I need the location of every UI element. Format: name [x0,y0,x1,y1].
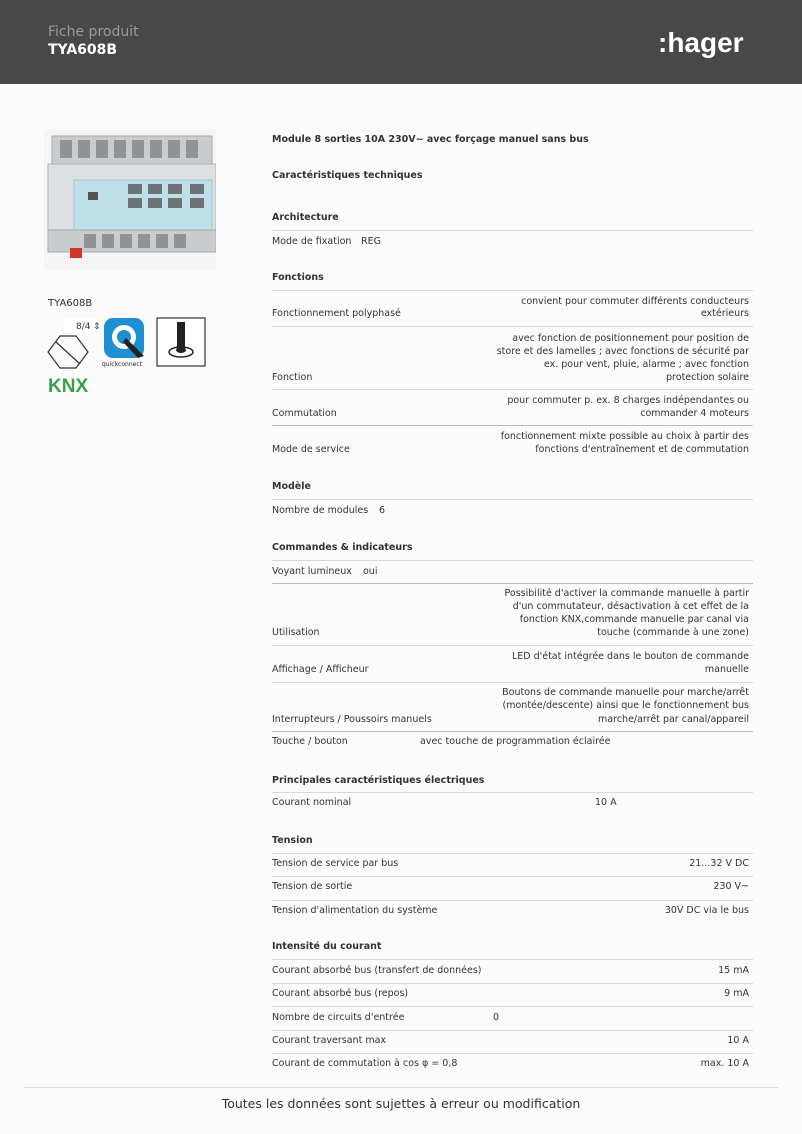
spec-value: extérieurs [700,308,749,319]
spec-label: Fonction [272,372,313,383]
spec-label: Courant traversant max [272,1035,387,1046]
spec-value: 230 V~ [713,881,749,892]
spec-value: fonction KNX,commande manuelle par canal via [519,614,749,625]
spec-value: 10 A [727,1035,749,1046]
section-heading-architecture: Architecture [272,212,339,223]
section-heading-commandes: Commandes & indicateurs [272,542,413,553]
spec-value: 15 mA [718,965,749,976]
spec-label: Touche / bouton [272,736,348,747]
spec-value: avec fonction de positionnement pour position de [512,333,749,344]
divider [272,792,753,793]
divider [272,560,753,561]
tech-heading: Caractéristiques techniques [272,170,423,181]
certification-icons [46,316,216,398]
spec-value: oui [363,566,378,577]
divider [272,1053,753,1054]
svg-text:KNX: KNX [48,376,89,397]
spec-value: 21...32 V DC [689,858,749,869]
divider [272,290,753,291]
hager-logo [658,28,758,60]
divider [272,326,753,327]
divider [272,682,753,683]
footer-disclaimer: Toutes les données sont sujettes à erreur ou modification [221,1096,581,1111]
section-heading-fonctions: Fonctions [272,272,324,283]
spec-label: Courant de commutation à cos φ = 0,8 [272,1058,458,1069]
spec-value: manuelle [704,664,749,675]
spec-value: max. 10 A [700,1058,749,1069]
section-heading-electriques: Principales caractéristiques électriques [272,775,485,786]
spec-value: convient pour commuter différents conducteurs [521,296,749,307]
spec-label: Fonctionnement polyphasé [272,308,401,319]
svg-text:⇕: ⇕ [93,322,101,332]
divider [272,645,753,646]
spec-value: store et des lamelles ; avec fonctions de sécurité par [496,346,749,357]
spec-value: Possibilité d'activer la commande manuelle à partir [504,588,749,599]
spec-value: 6 [379,505,386,516]
spec-label: Courant absorbé bus (repos) [272,988,409,999]
spec-label: Commutation [272,408,337,419]
product-image [44,130,216,270]
page-header [0,0,802,84]
knx-logo [48,376,88,397]
spec-value: fonctions d'entraînement et de commutation [535,444,749,455]
divider [272,1006,753,1007]
divider [272,900,753,901]
product-title: Module 8 sorties 10A 230V~ avec forçage manuel sans bus [272,134,589,145]
spec-value: LED d'état intégrée dans le bouton de commande [511,651,749,662]
spec-value: ex. pour vent, pluie, alarme ; avec fonction [543,359,749,370]
spec-value: d'un commutateur, désactivation à cet effet de la [512,601,749,612]
spec-value: pour commuter p. ex. 8 charges indépendantes ou [507,395,749,406]
divider [272,1030,753,1031]
divider [272,876,753,877]
spec-label: Tension de service par bus [272,858,399,869]
spec-label: Tension d'alimentation du système [272,905,438,916]
divider [272,425,753,426]
din-rail-module-icon [48,318,101,368]
divider [272,959,753,960]
quickconnect-logo [102,318,144,368]
divider [272,499,753,500]
product-reference: TYA608B [48,298,93,309]
spec-value: 0 [493,1012,500,1023]
quickconnect-label: quickconnect [102,361,142,368]
spec-label: Affichage / Afficheur [272,664,369,675]
spec-label: Voyant lumineux [272,566,352,577]
spec-value: 10 A [595,797,617,808]
spec-value: Boutons de commande manuelle pour marche/arrêt [502,687,749,698]
spec-label: Nombre de circuits d'entrée [272,1012,405,1023]
spec-value: (montée/descente) ainsi que le fonctionnement bus [502,700,749,711]
spec-value: fonctionnement mixte possible au choix à partir des [500,431,749,442]
divider [272,389,753,390]
divider [272,230,753,231]
spec-value: marche/arrêt par canal/appareil [598,714,749,725]
screw-terminal-icon [157,318,205,366]
spec-label: Courant nominal [272,797,352,808]
spec-value: avec touche de programmation éclairée [420,736,611,747]
section-heading-modele: Modèle [272,481,311,492]
spec-label: Courant absorbé bus (transfert de données) [272,965,482,976]
divider [272,853,753,854]
spec-value: commander 4 moteurs [640,408,749,419]
divider [272,583,753,584]
spec-value: 9 mA [724,988,749,999]
divider [272,983,753,984]
header-product-code: TYA608B [48,42,118,58]
section-heading-tension: Tension [272,835,313,846]
section-heading-intensite: Intensité du courant [272,941,382,952]
hager-logo-text: :hager [658,28,744,58]
spec-label: Utilisation [272,627,320,638]
spec-label: Nombre de modules [272,505,369,516]
spec-label: Tension de sortie [272,881,353,892]
footer-divider [24,1087,778,1088]
din-label: 8/4 [76,322,91,332]
spec-value: protection solaire [666,372,749,383]
spec-label: Interrupteurs / Poussoirs manuels [272,714,432,725]
spec-value: 30V DC via le bus [664,905,749,916]
spec-label: Mode de service [272,444,350,455]
header-subtitle: Fiche produit [48,24,139,40]
spec-value: REG [361,236,381,247]
spec-label: Mode de fixation [272,236,352,247]
spec-value: touche (commande à une zone) [597,627,749,638]
divider [272,731,753,732]
